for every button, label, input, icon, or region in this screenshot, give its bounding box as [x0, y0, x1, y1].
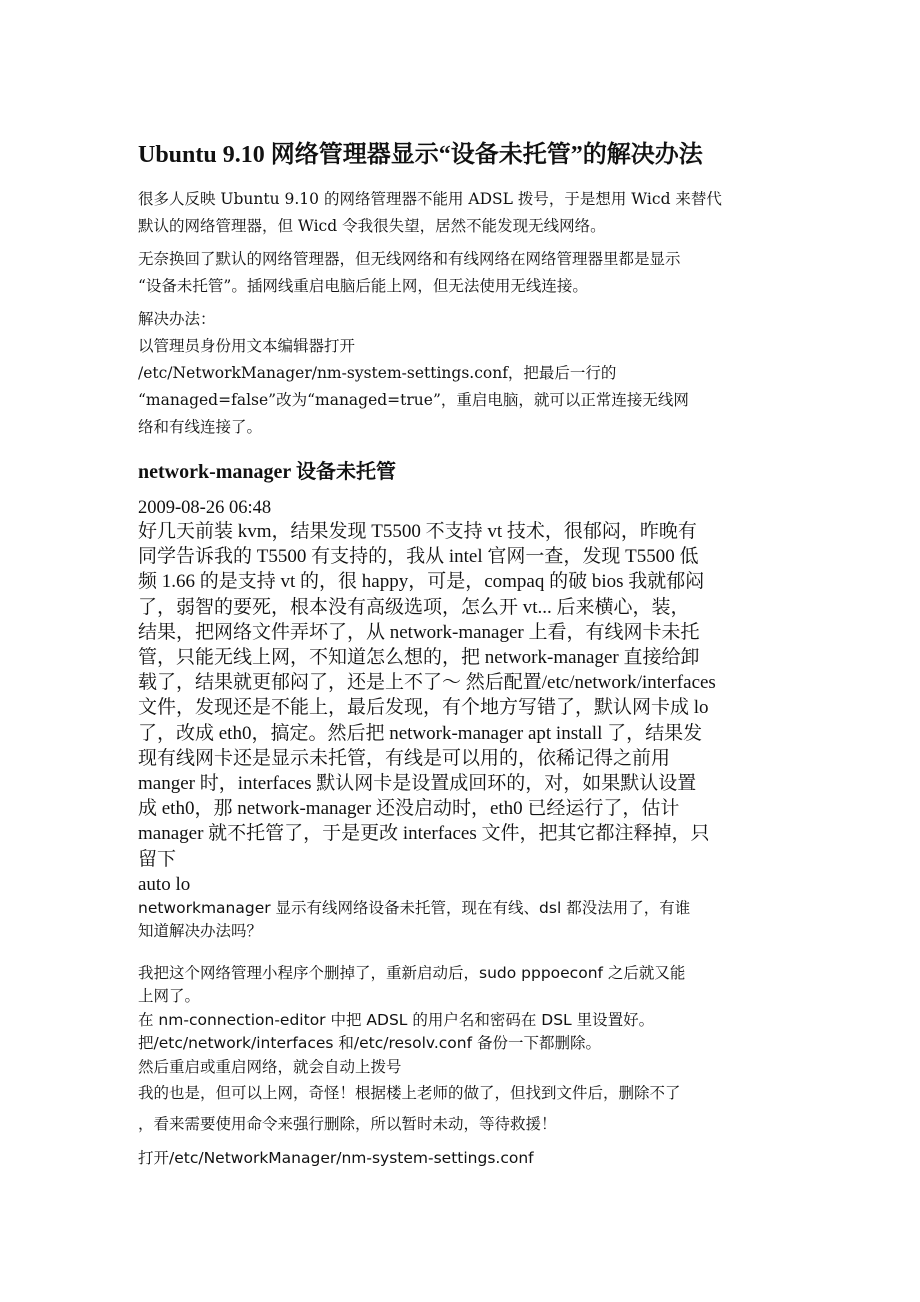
text-line: 了，改成 eth0，搞定。然后把 network-manager apt install 了，结果发 [138, 722, 703, 744]
text-line: ，看来需要使用命令来强行删除，所以暂时未动，等待救援！ [138, 1115, 557, 1134]
text-line: 了，弱智的要死，根本没有高级选项，怎么开 vt... 后来横心，装， [138, 596, 690, 618]
spacer [138, 944, 786, 962]
post-body [138, 519, 786, 872]
text-line: 结果，把网络文件弄坏了，从 network-manager 上看，有线网卡未托 [138, 621, 700, 643]
answer-paragraph-2 [138, 1079, 786, 1141]
text-line: 知道解决办法吗？ [138, 922, 263, 941]
text-line: 载了，结果就更郁闷了，还是上不了～ 然后配置/etc/network/interfaces [138, 672, 716, 694]
section-title: network-manager 设备未托管 [138, 461, 396, 483]
text-line: 频 1.66 的是支持 vt 的，很 happy，可是，compaq 的破 bios 我就郁闷 [138, 571, 705, 593]
text-line: 然后重启或重启网络，就会自动上拨号 [138, 1057, 402, 1076]
intro-paragraph-2 [138, 246, 786, 300]
text-line: 在 nm-connection-editor 中把 ADSL 的用户名和密码在 DSL 里设置好。 [138, 1010, 655, 1029]
answer-paragraph-1 [138, 962, 786, 1080]
code-line: auto lo [138, 873, 191, 895]
text-line: manger 时，interfaces 默认网卡是设置成回环的，对，如果默认设置 [138, 773, 697, 795]
text-line: 很多人反映 Ubuntu 9.10 的网络管理器不能用 ADSL 拨号，于是想用 Wicd 来替代 [138, 190, 722, 208]
solution-paragraph [138, 306, 786, 441]
text-line: manager 就不托管了，于是更改 interfaces 文件，把其它都注释掉，只 [138, 823, 710, 845]
text-line: 管，只能无线上网，不知道怎么想的，把 network-manager 直接给卸 [138, 647, 700, 669]
text-line: 络和有线连接了。 [138, 418, 263, 436]
text-line: “设备未托管”。插网线重启电脑后能上网，但无法使用无线连接。 [138, 277, 588, 295]
text-line: networkmanager 显示有线网络设备未托管，现在有线、dsl 都没法用了，有谁 [138, 898, 691, 917]
answer-paragraph-3: 打开/etc/NetworkManager/nm-system-settings.conf [138, 1149, 534, 1168]
text-line: 现有线网卡还是显示未托管，有线是可以用的，依稀记得之前用 [138, 747, 671, 769]
text-line: 解决办法： [138, 310, 216, 328]
text-line: 我把这个网络管理小程序个删掉了，重新启动后，sudo pppoeconf 之后就又能 [138, 963, 686, 982]
text-line: 默认的网络管理器，但 Wicd 令我很失望，居然不能发现无线网络。 [138, 217, 606, 235]
text-line: 上网了。 [138, 987, 201, 1006]
text-line: 文件，发现还是不能上，最后发现，有个地方写错了，默认网卡成 lo [138, 697, 709, 719]
text-line: 同学告诉我的 T5500 有支持的，我从 intel 官网一查，发现 T5500 低 [138, 546, 699, 568]
article [138, 138, 786, 1173]
text-line: 无奈换回了默认的网络管理器，但无线网络和有线网络在网络管理器里都是显示 [138, 250, 681, 268]
text-line: 成 eth0，那 network-manager 还没启动时，eth0 已经运行了，估计 [138, 798, 680, 820]
article-title: Ubuntu 9.10 网络管理器显示“设备未托管”的解决办法 [138, 142, 703, 168]
text-line: 把/etc/network/interfaces 和/etc/resolv.conf 备份一下都删除。 [138, 1034, 602, 1053]
intro-paragraph-1 [138, 186, 786, 240]
text-line: 以管理员身份用文本编辑器打开 [138, 337, 356, 355]
text-line: /etc/NetworkManager/nm-system-settings.conf，把最后一行的 [138, 364, 617, 382]
text-line: “managed=false”改为“managed=true”，重启电脑，就可以正常连接无线网 [138, 391, 689, 409]
text-line: 好几天前装 kvm，结果发现 T5500 不支持 vt 技术，很郁闷，昨晚有 [138, 521, 697, 542]
post-date: 2009-08-26 06:48 [138, 498, 272, 518]
question-paragraph [138, 897, 786, 944]
text-line: 留下 [138, 848, 177, 870]
text-line: 我的也是，但可以上网，奇怪！根据楼上老师的做了，但找到文件后，删除不了 [138, 1084, 681, 1103]
